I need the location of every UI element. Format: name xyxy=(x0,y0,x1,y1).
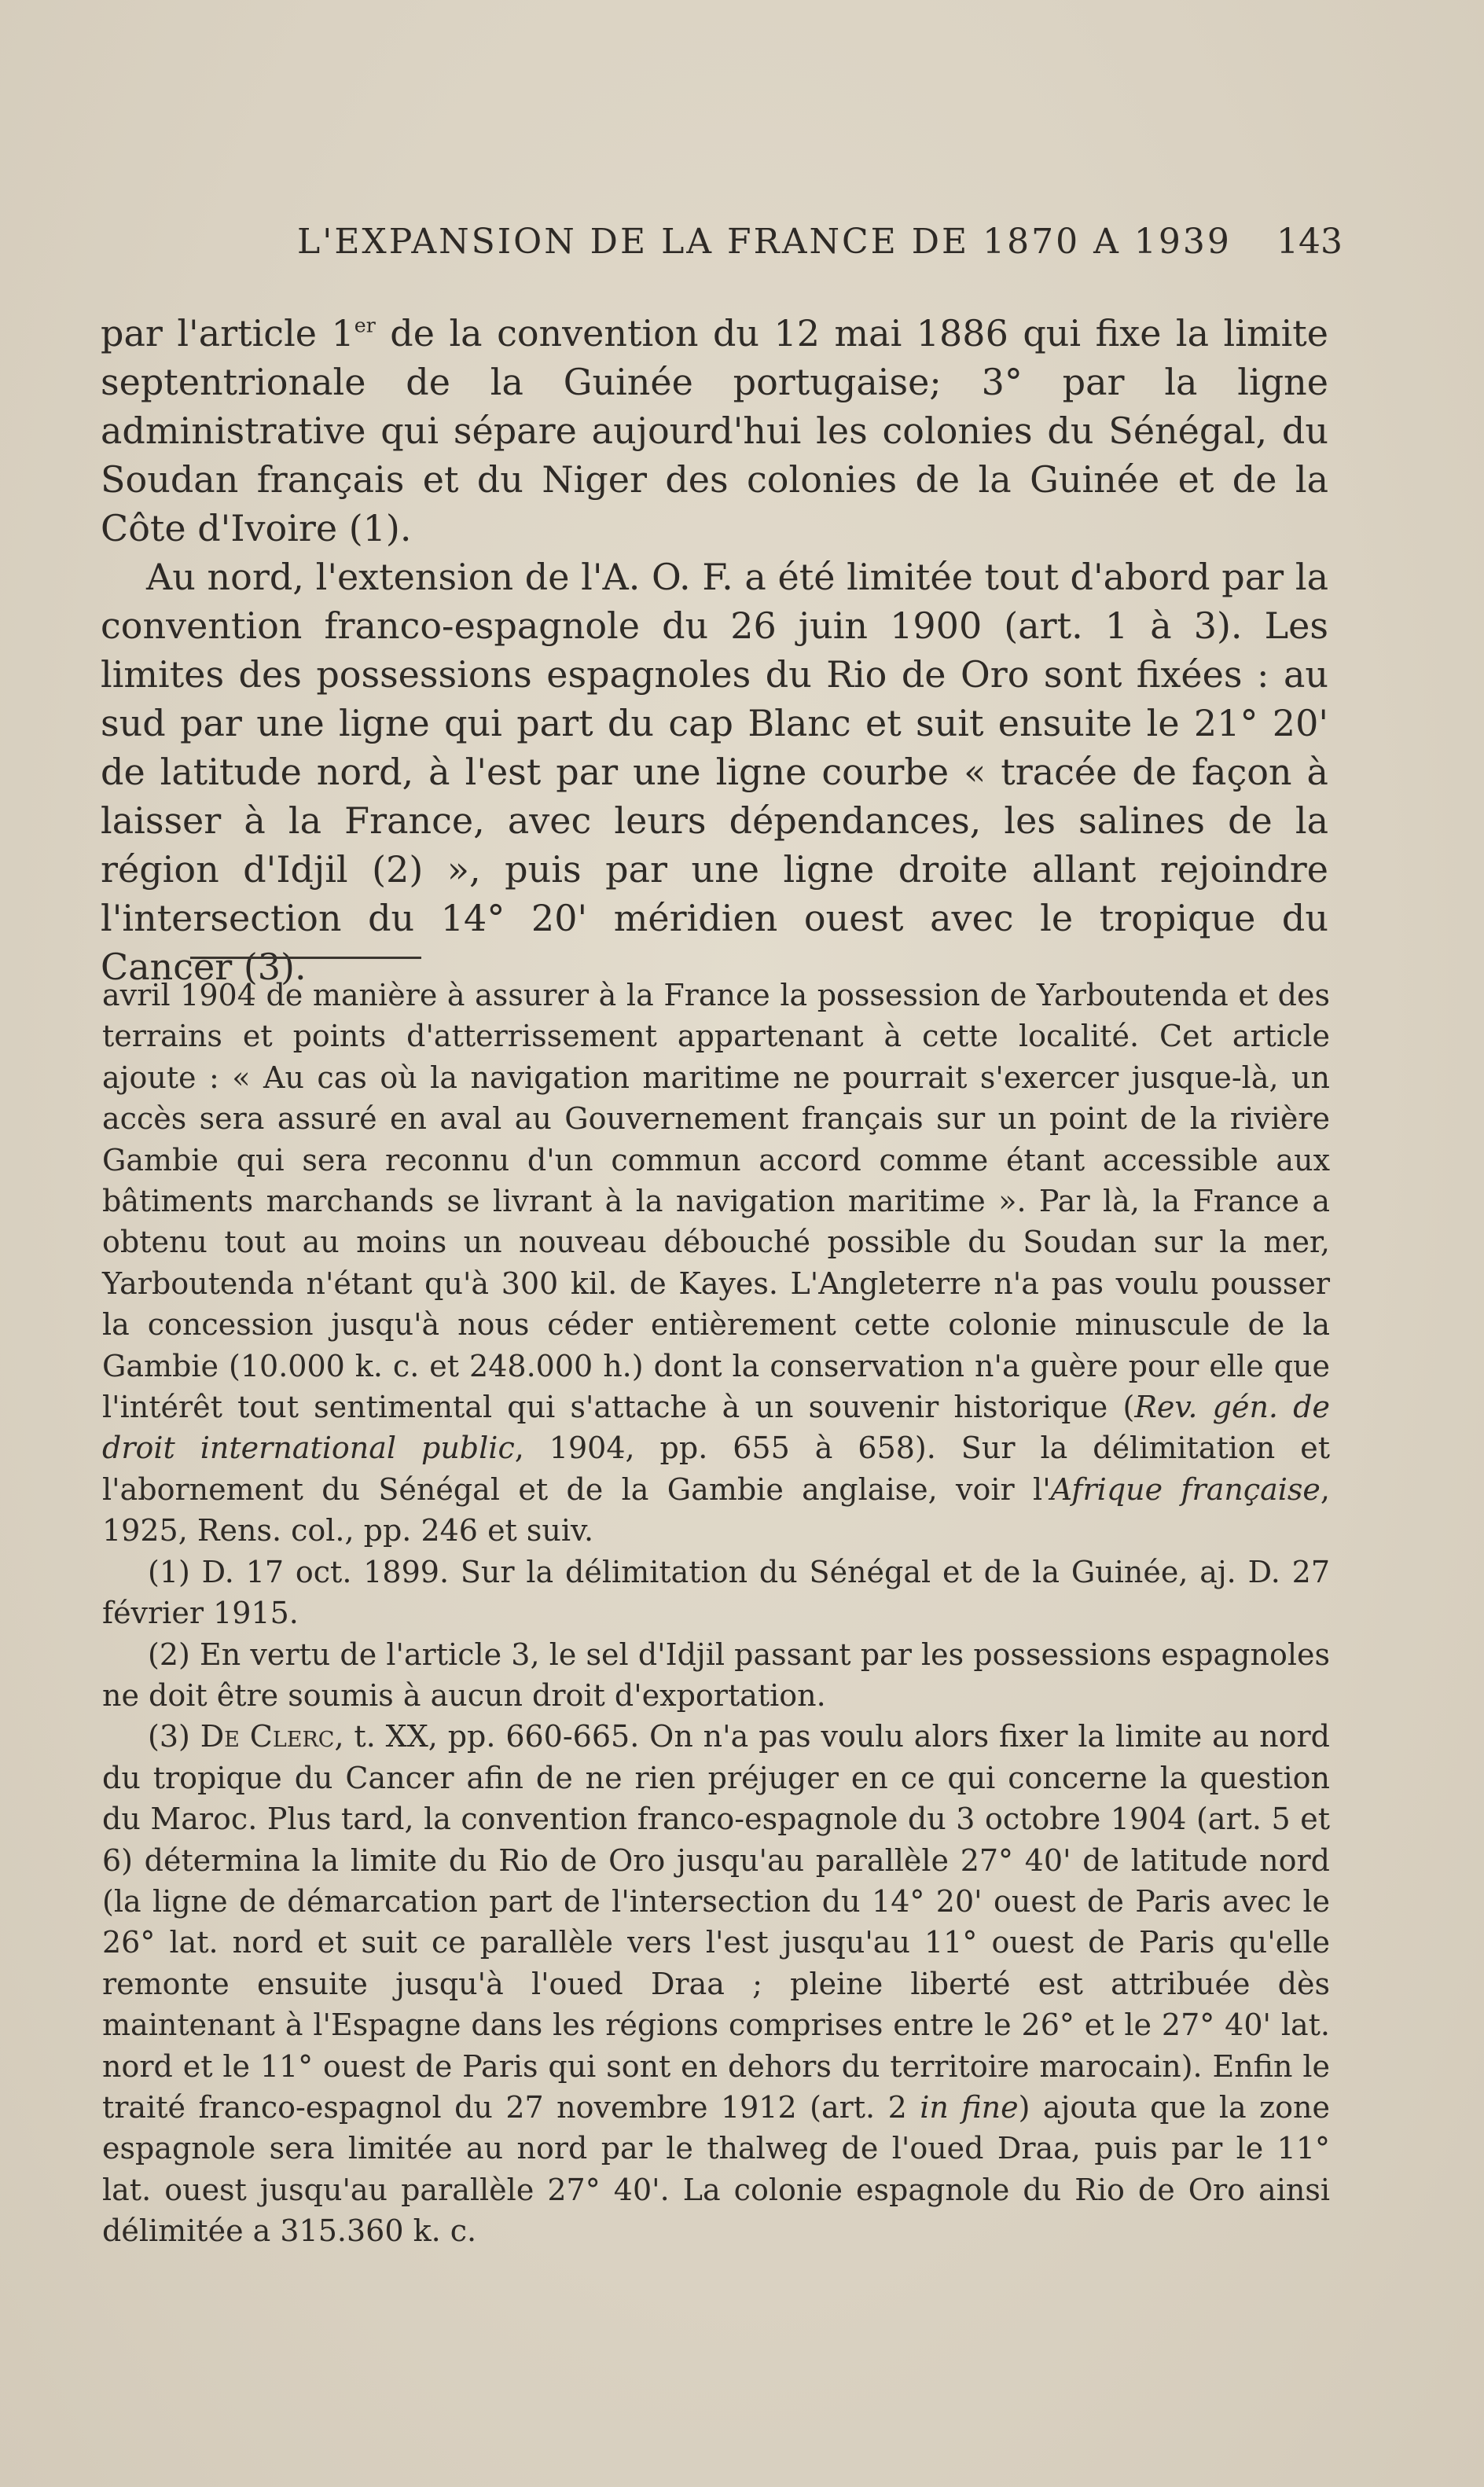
footnote-text: , 1925, Rens. col., pp. 246 et suiv. xyxy=(102,1471,1330,1548)
superscript: er xyxy=(354,314,376,337)
paragraph: Au nord, l'extension de l'A. O. F. a été limitée tout d'abord par la convention franco-espagnole du 26 juin 1900 (art. 1 à 3). Les limites des possessions espagnoles du Rio de Oro sont fixées : au sud par une ligne qui part du cap Blanc et suit ensuite le 21° 20' de latitude nord, à l'est par une ligne courbe « tracée de façon à laisser à la France, avec leurs dépendances, les salines de la région d'Idjil (2) », puis par une ligne droite allant rejoindre l'intersection du 14° 20' méridien ouest avec le tropique du Cancer (3). xyxy=(101,556,1328,988)
footnote-text: avril 1904 de manière à assurer à la France la possession de Yarboutenda et des terrains et points d'atterrissement appartenant à cette localité. Cet article ajoute : « Au cas où la navigation maritime ne pourrait s'exercer jusque-là, un accès sera assuré en aval au Gouvernement français sur un point de la rivière Gambie qui sera reconnu d'un commun accord comme étant accessible aux bâtiments marchands se livrant à la navigation maritime ». Par là, la France a obtenu tout au moins un nouveau débouché possible du Soudan sur la mer, Yarboutenda n'étant qu'à 300 kil. de Kayes. L'Angleterre n'a pas voulu pousser la concession jusqu'à nous céder entièrement cette colonie minuscule de la Gambie (10.000 k. c. et 248.000 h.) dont la conservation n'a guère pour elle que l'intérêt tout sentimental qui s'attache à un souvenir historique ( xyxy=(102,978,1330,1425)
footnote-continued xyxy=(102,975,1330,1552)
paragraph-text: par l'article 1 xyxy=(101,312,354,354)
footnote-3 xyxy=(102,1716,1330,2251)
footnote-2: (2) En vertu de l'article 3, le sel d'Idjil passant par les possessions espagnoles ne doit être soumis à aucun droit d'exportation. xyxy=(102,1637,1330,1713)
paragraph-continued xyxy=(101,309,1328,553)
author-name: De Clerc xyxy=(200,1719,335,1754)
footnote-text: , t. XX, pp. 660-665. On n'a pas voulu alors fixer la limite au nord du tropique du Cancer afin de ne rien préjuger en ce qui concerne la question du Maroc. Plus tard, la convention franco-espagnole du 3 octobre 1904 (art. 5 et 6) détermina la limite du Rio de Oro jusqu'au parallèle 27° 40' de latitude nord (la ligne de démarcation part de l'intersection du 14° 20' ouest de Paris avec le 26° lat. nord et suit ce parallèle vers l'est jusqu'au 11° ouest de Paris qu'elle remonte ensuite jusqu'à l'oued Draa ; pleine liberté est attribuée dès maintenant à l'Espagne dans les régions comprises entre le 26° et le 27° 40' lat. nord et le 11° ouest de Paris qui sont en dehors du territoire marocain). Enfin le traité franco-espagnol du 27 novembre 1912 (art. 2 xyxy=(102,1719,1330,2125)
main-text xyxy=(101,309,1328,991)
footnote-italic: Afrique française xyxy=(1050,1471,1321,1507)
page-number: 143 xyxy=(1276,222,1343,262)
footnote-1: (1) D. 17 oct. 1899. Sur la délimitation du Sénégal et de la Guinée, aj. D. 27 février 1915. xyxy=(102,1554,1330,1631)
footnote-separator xyxy=(190,957,421,959)
footnote-text: ) ajouta que la zone espagnole sera limitée au nord par le thalweg de l'oued Draa, puis par le 11° lat. ouest jusqu'au parallèle 27° 40'. La colonie espagnole du Rio de Oro ainsi délimitée a 315.360 k. c. xyxy=(102,2089,1330,2249)
paragraph-text: de la convention du 12 mai 1886 qui fixe la limite septentrionale de la Guinée portugaise; 3° par la ligne administrative qui sépare aujourd'hui les colonies du Sénégal, du Soudan français et du Niger des colonies de la Guinée et de la Côte d'Ivoire (1). xyxy=(101,312,1328,549)
footnote-italic: in fine xyxy=(920,2089,1019,2125)
footnotes xyxy=(102,975,1330,2252)
footnote-text: (3) xyxy=(148,1719,200,1754)
footnote-text: , 1904, pp. 655 à 658). Sur la délimitation et l'abornement du Sénégal et de la Gambie anglaise, voir l' xyxy=(102,1431,1330,1507)
page-header xyxy=(211,219,1343,266)
footnote-italic: Rev. gén. de droit international public xyxy=(102,1390,1330,1466)
running-title: L'EXPANSION DE LA FRANCE DE 1870 A 1939 xyxy=(297,222,1232,262)
